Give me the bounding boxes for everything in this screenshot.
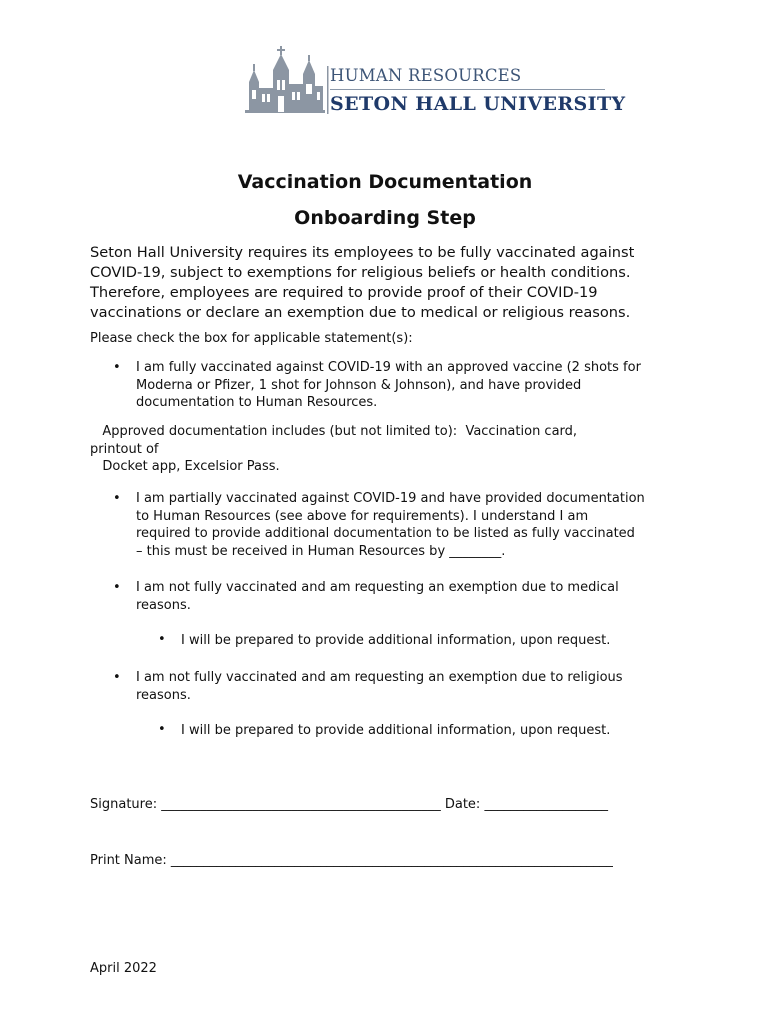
- statement-line: required to provide additional documentation to be listed as fully vaccinated: [136, 526, 635, 542]
- statement-3-sub-bullet: •: [158, 632, 166, 647]
- statement-line: I am fully vaccinated against COVID-19 with an approved vaccine (2 shots for: [136, 360, 641, 375]
- statement-4-bullet[interactable]: •: [113, 670, 121, 685]
- statement-line: to Human Resources (see above for requirements). I understand I am: [136, 508, 589, 524]
- statement-2: [136, 490, 696, 561]
- intro-line: vaccinations or declare an exemption due to medical or religious reasons.: [90, 304, 631, 321]
- intro-paragraph: [90, 243, 690, 323]
- intro-line: Seton Hall University requires its employees to be fully vaccinated against: [90, 244, 635, 261]
- statement-line: – this must be received in Human Resources by ________.: [136, 544, 506, 560]
- statement-1: [136, 359, 696, 412]
- footer-date: April 2022: [90, 961, 157, 976]
- statement-line: documentation to Human Resources.: [136, 395, 378, 411]
- statement-line: reasons.: [136, 687, 191, 703]
- print-name-line[interactable]: Print Name: ____________________________________________________________________: [90, 853, 613, 868]
- statement-3-bullet[interactable]: •: [113, 580, 121, 595]
- statement-4-sub-bullet: •: [158, 722, 166, 737]
- signature-date-line[interactable]: Signature: ___________________________________________ Date: ___________________: [90, 797, 608, 812]
- document-title: Vaccination Documentation: [237, 171, 533, 193]
- statement-line: I am not fully vaccinated and am requesting an exemption due to medical: [136, 580, 619, 595]
- approved-line: printout of: [90, 441, 159, 457]
- statement-line: I am not fully vaccinated and am requesting an exemption due to religious: [136, 670, 623, 685]
- approved-documentation-note: [90, 423, 690, 476]
- statement-line: I am partially vaccinated against COVID-19 and have provided documentation: [136, 491, 645, 506]
- logo-divider: [330, 89, 605, 90]
- statement-3: [136, 579, 696, 614]
- intro-line: COVID-19, subject to exemptions for religious beliefs or health conditions.: [90, 264, 631, 281]
- statement-line: Moderna or Pfizer, 1 shot for Johnson & Johnson), and have provided: [136, 377, 582, 393]
- approved-line: Approved documentation includes (but not limited to): Vaccination card,: [90, 424, 578, 439]
- statement-3-sub: I will be prepared to provide additional information, upon request.: [181, 633, 611, 648]
- document-subtitle: Onboarding Step: [294, 207, 476, 229]
- logo-university-text: SETON HALL UNIVERSITY: [330, 93, 626, 115]
- statement-4: [136, 669, 696, 704]
- approved-line: Docket app, Excelsior Pass.: [90, 459, 280, 475]
- statement-4-sub: I will be prepared to provide additional information, upon request.: [181, 723, 611, 738]
- intro-line: Therefore, employees are required to provide proof of their COVID-19: [90, 284, 598, 301]
- statement-2-bullet[interactable]: •: [113, 491, 121, 506]
- instruction-text: Please check the box for applicable statement(s):: [90, 331, 413, 346]
- statement-1-bullet[interactable]: •: [113, 360, 121, 375]
- logo-department-text: HUMAN RESOURCES: [330, 66, 522, 85]
- statement-line: reasons.: [136, 597, 191, 613]
